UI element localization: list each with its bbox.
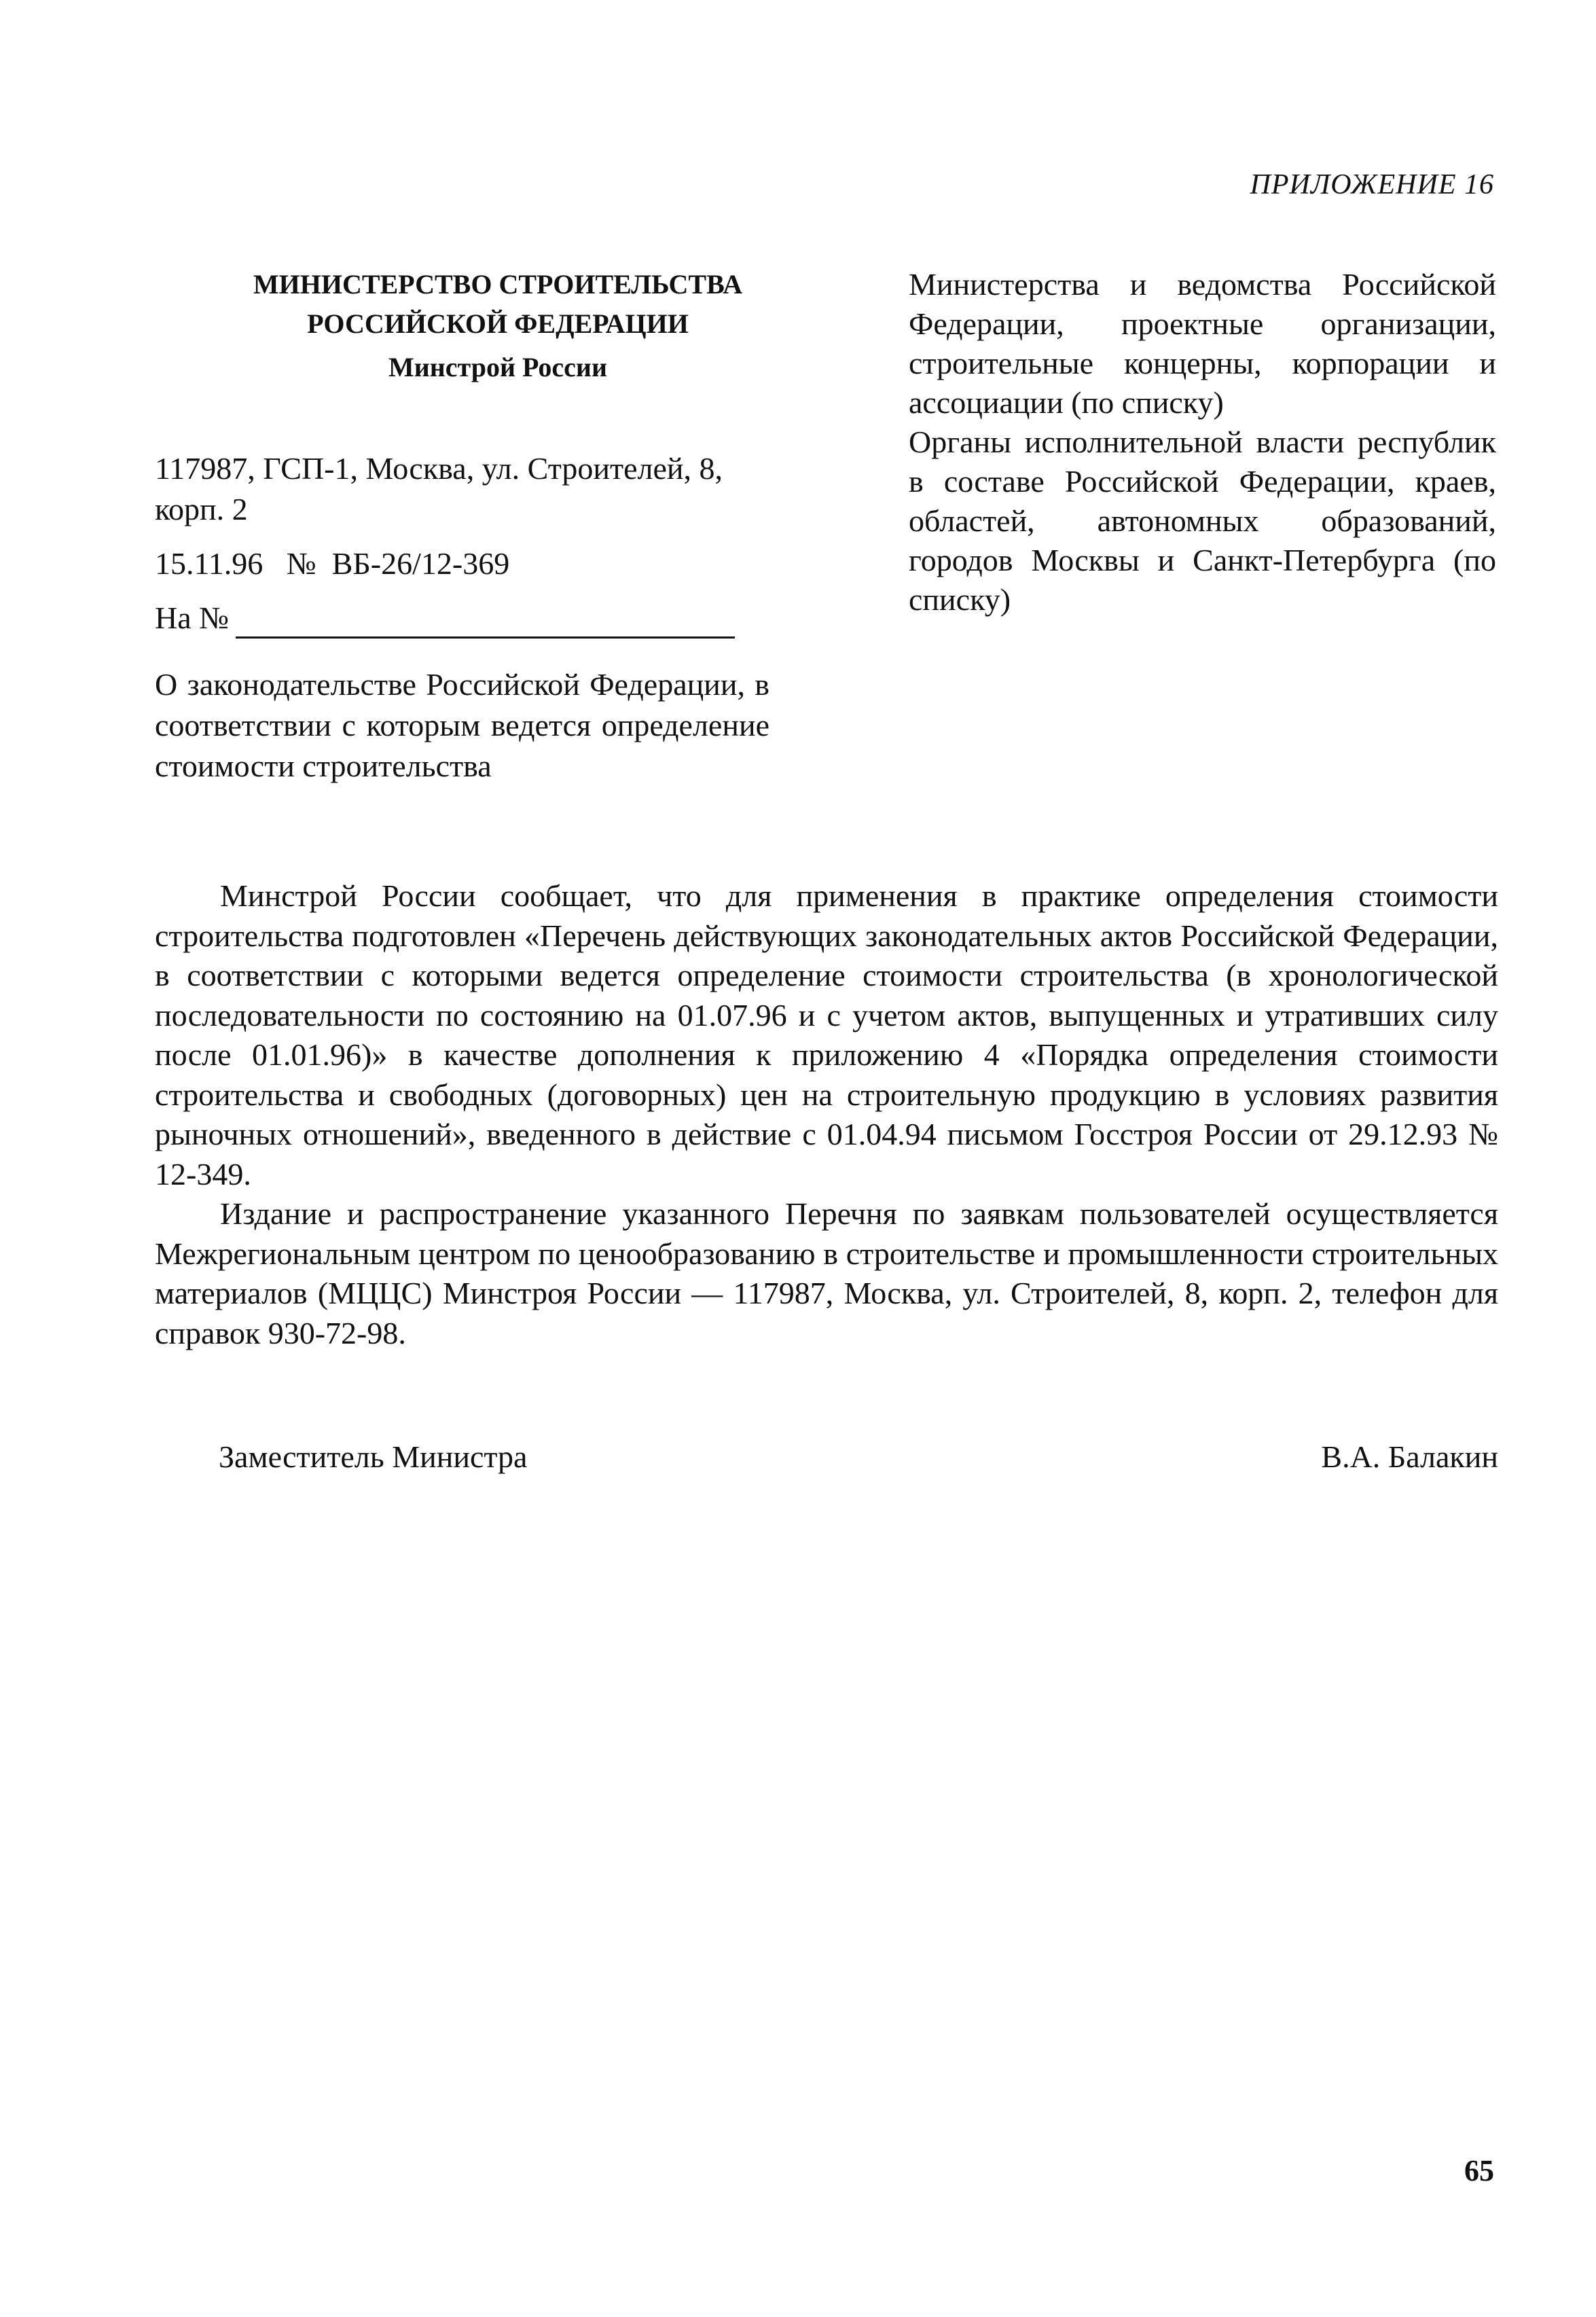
letter-subject: О законодательстве Российской Федерации, в соответствии с которым ведется определение стоимости строительства xyxy=(155,667,769,783)
body-paragraph-1: Минстрой России сообщает, что для применения в практике определения стоимости строительства подготовлен «Перечень действующих законодательных актов Российской Федерации, в соответствии с которыми ведется определение стоимости строительства (в хронологической последовательности по состоянию на 01.07.96 и с учетом актов, выпущенных и утративших силу после 01.01.96)» в качестве дополнения к приложению 4 «Порядка определения стоимости строительства и свободных (договорных) цен на строительную продукцию в условиях развития рыночных отношений», введенного в действие с 01.04.94 письмом Госстроя России от 29.12.93 № 12-349. xyxy=(155,878,1498,1191)
recipients-group-ministries: Министерства и ведомства Российской Федерации, проектные организации, строительные концерны, корпорации и ассоциации (по списку) xyxy=(909,267,1496,420)
recipients-group-authorities: Органы исполнительной власти республик в составе Российской Федерации, краев, областей, автономных образований, городов Москвы и Санкт-Петербурга (по списку) xyxy=(909,425,1496,617)
ministry-short-name: Минстрой России xyxy=(388,352,608,382)
sender-block xyxy=(155,265,773,787)
signatory-position: Заместитель Министра xyxy=(219,1439,528,1474)
sender-address: 117987, ГСП-1, Москва, ул. Строителей, 8, корп. 2 xyxy=(155,451,723,526)
body-paragraph-2: Издание и распространение указанного Перечня по заявкам пользователей осуществляется Межрегиональным центром по ценообразованию в строительстве и промышленности строительных материалов (МЦЦС) Минстроя России — 117987, Москва, ул. Строителей, 8, корп. 2, телефон для справок 930-72-98. xyxy=(155,1196,1498,1350)
ministry-name-line2: РОССИЙСКОЙ ФЕДЕРАЦИИ xyxy=(307,308,689,339)
reference-number-blank-line xyxy=(236,607,735,639)
reference-number-field xyxy=(155,598,773,639)
reference-number-label: На № xyxy=(155,600,230,635)
letter-body xyxy=(155,876,1498,1353)
page-number: 65 xyxy=(1464,2154,1494,2187)
signature-block xyxy=(219,1439,1498,1475)
date-and-number: 15.11.96 № ВБ-26/12-369 xyxy=(155,546,510,581)
ministry-name-line1: МИНИСТЕРСТВО СТРОИТЕЛЬСТВА xyxy=(253,269,743,300)
signatory-name: В.А. Балакин xyxy=(1321,1439,1498,1474)
ministry-name xyxy=(155,265,773,344)
recipients-block xyxy=(909,265,1496,619)
appendix-label: ПРИЛОЖЕНИЕ 16 xyxy=(1250,169,1494,200)
